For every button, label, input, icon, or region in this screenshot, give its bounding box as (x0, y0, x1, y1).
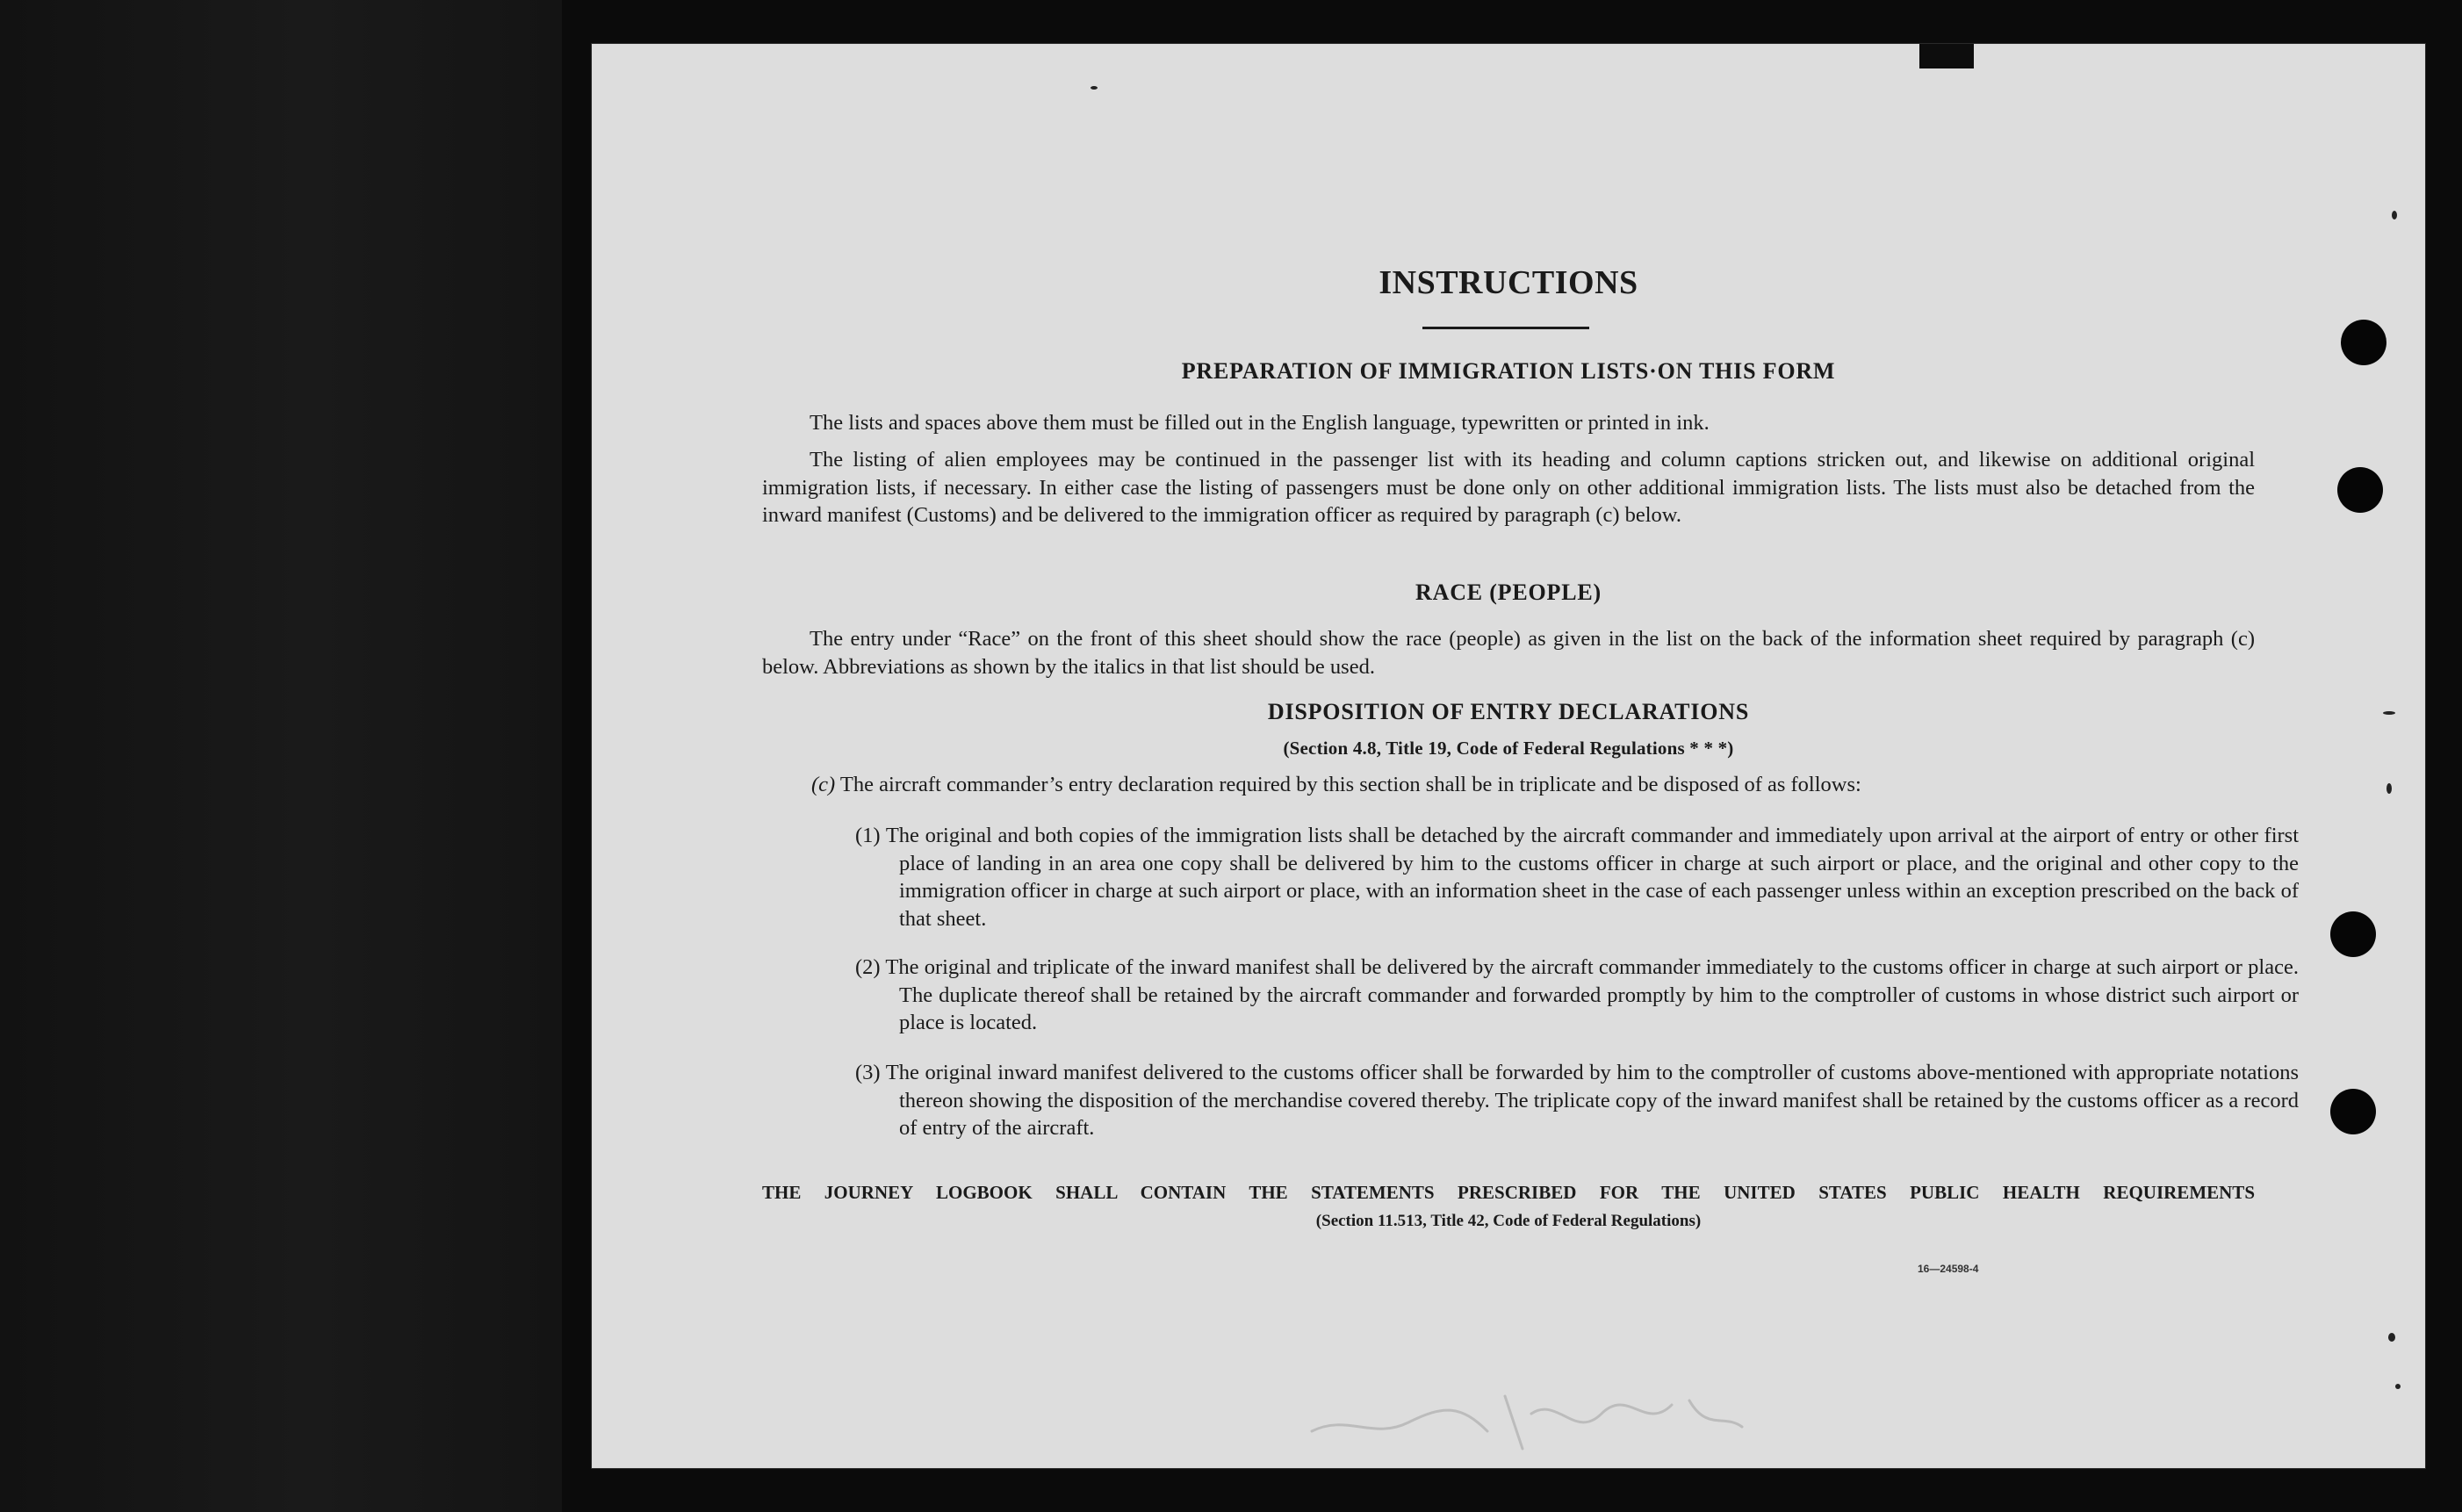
scan-background-left (0, 0, 562, 1512)
scan-speck (1091, 86, 1098, 90)
disposition-intro (811, 771, 2251, 799)
preparation-paragraph-1: The lists and spaces above them must be filled out in the English language, typewritten or printed in ink. (810, 411, 1710, 435)
item-marker: (2) (855, 955, 881, 979)
disposition-item-2 (855, 954, 2299, 1037)
heading-preparation: PREPARATION OF IMMIGRATION LISTS·ON THIS FORM (1181, 358, 1836, 384)
heading-race: RACE (PEOPLE) (1415, 580, 1602, 605)
disposition-item-3 (855, 1059, 2299, 1142)
punch-hole (2330, 1089, 2376, 1134)
item-text: The original and triplicate of the inward manifest shall be delivered by the aircraft commander immediately to the customs officer in charge at such airport or place. The duplicate thereof shall be retained by the aircraft commander and forwarded promptly by him to the comptroller of customs in whose district such airport or place is located. (885, 955, 2299, 1034)
disposition-citation: (Section 4.8, Title 19, Code of Federal Regulations * * *) (1283, 738, 1734, 759)
intro-marker: (c) (811, 773, 836, 796)
race-paragraph: The entry under “Race” on the front of this sheet should show the race (people) as given in the list on the back of the information sheet required by paragraph (c) below. Abbreviations as shown by the italics in that list should be used. (762, 627, 2255, 679)
punch-hole (2337, 467, 2383, 513)
disposition-item-1 (855, 822, 2299, 932)
item-text: The original and both copies of the immigration lists shall be detached by the aircraft commander and immediately upon arrival at the airport of entry or other first place of landing in an area one copy shall be delivered by him to the customs officer in charge at such airport or place, and the original and other copy to the immigration officer in charge at such airport or place, with an information sheet in the case of each passenger unless within an exception prescribed on the back of that sheet. (885, 824, 2300, 931)
heading-disposition: DISPOSITION OF ENTRY DECLARATIONS (1267, 699, 1750, 724)
item-marker: (1) (855, 824, 881, 847)
document-title: INSTRUCTIONS (1379, 264, 1638, 301)
title-underline (1422, 327, 1589, 329)
faint-handwritten-signature (1294, 1379, 1751, 1458)
scan-speck (2388, 1333, 2395, 1342)
item-text: The original inward manifest delivered to the customs officer shall be forwarded by him to the comptroller of customs above-mentioned with appropriate notations thereon showing the disposition of the merchandise covered thereby. The triplicate copy of the inward manifest shall be retained by the customs officer as a record of entry of the aircraft. (885, 1061, 2299, 1140)
intro-text: The aircraft commander’s entry declaration required by this section shall be in triplicate and be disposed of as follows: (839, 773, 1861, 796)
scan-speck (2392, 211, 2397, 220)
public-health-citation: (Section 11.513, Title 42, Code of Federal Regulations) (1315, 1212, 1702, 1230)
item-marker: (3) (855, 1061, 881, 1084)
form-number: 16—24598-4 (1918, 1263, 1979, 1275)
punch-hole (2330, 911, 2376, 957)
scan-speck (2386, 783, 2392, 794)
binding-tab-mark (1919, 44, 1974, 68)
preparation-paragraph-2: The listing of alien employees may be continued in the passenger list with its heading and column captions stricken out, and likewise on additional original immigration lists, if necessary. In either case the listing of passengers must be done only on other additional immigration lists. The lists must also be detached from the inward manifest (Customs) and be delivered to the immigration officer as required by paragraph (c) below. (762, 448, 2255, 527)
scan-speck (2395, 1384, 2401, 1389)
document-page (592, 44, 2425, 1468)
public-health-statement: THE JOURNEY LOGBOOK SHALL CONTAIN THE STATEMENTS PRESCRIBED FOR THE UNITED STATES PUBLIC HEALTH REQUIREMENTS (762, 1182, 2255, 1203)
